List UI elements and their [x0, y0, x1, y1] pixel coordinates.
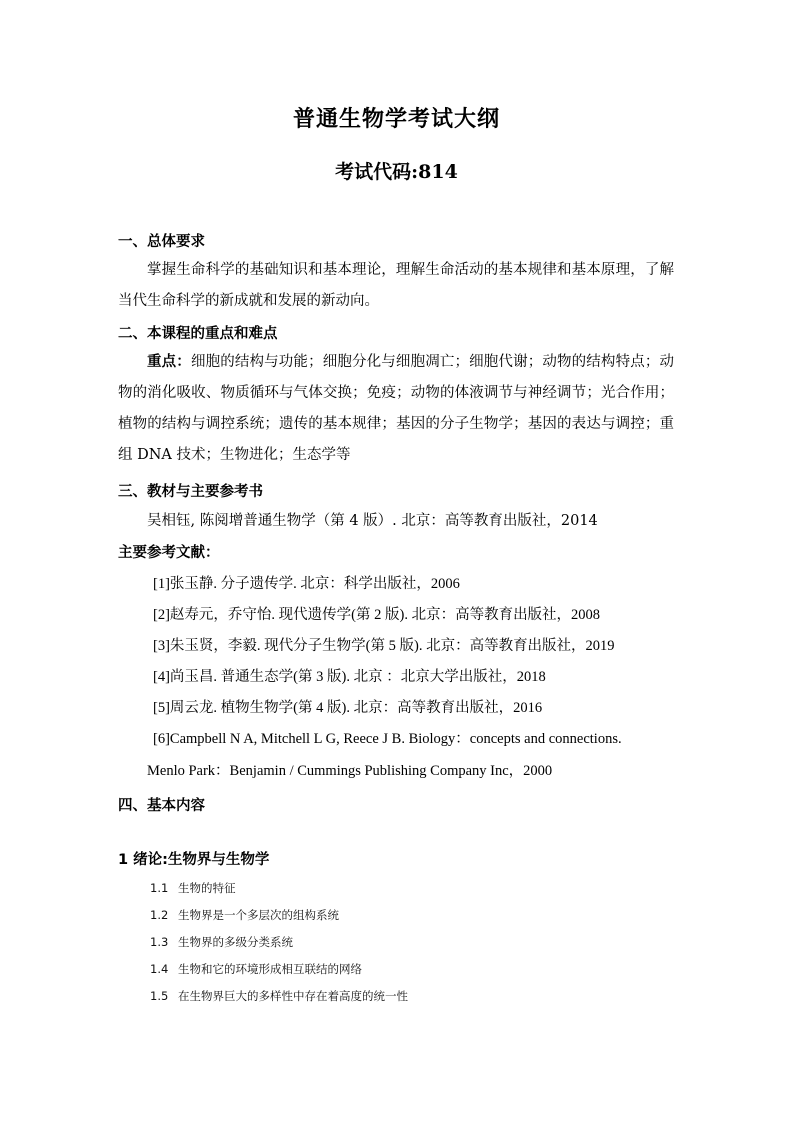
reference-item: [4]尚玉昌. 普通生态学(第 3 版). 北京 ：北京大学出版社，2018: [153, 669, 546, 685]
general-requirements-text: 掌握生命科学的基础知识和基本理论，理解生命活动的基本规律和基本原理，了解当代生命科学的新成就和发展的新动向。: [118, 262, 674, 309]
section-heading-general-requirements: 一、总体要求: [118, 234, 205, 250]
key-points-paragraph: [118, 346, 674, 471]
reference-item: [1]张玉静. 分子遗传学. 北京：科学出版社，2006: [153, 576, 460, 592]
subsection-item: 1.5 在生物界巨大的多样性中存在着高度的统一性: [150, 989, 408, 1003]
subsection-item: 1.3 生物界的多级分类系统: [150, 935, 293, 949]
section-heading-textbooks: 三、教材与主要参考书: [118, 484, 263, 500]
reference-item: [6]Campbell N A, Mitchell L G, Reece J B. Biology：concepts and connections.: [153, 731, 622, 747]
key-points-text: 细胞的结构与功能；细胞分化与细胞凋亡；细胞代谢；动物的结构特点；动物的消化吸收、物质循环与气体交换；免疫；动物的体液调节与神经调节；光合作用；植物的结构与调控系统；遗传的基本规律；基因的分子生物学；基因的表达与调控；重组 DNA 技术；生物进化；生态学等: [118, 354, 675, 463]
reference-item: [2]赵寿元，乔守怡. 现代遗传学(第 2 版). 北京：高等教育出版社，2008: [153, 607, 601, 623]
reference-item: [3]朱玉贤，李毅. 现代分子生物学(第 5 版). 北京：高等教育出版社，2019: [153, 638, 615, 654]
references-heading: 主要参考文献：: [118, 545, 220, 561]
subsection-item: 1.1 生物的特征: [150, 881, 236, 895]
key-points-label: 重点：: [147, 353, 191, 370]
subsection-item: 1.2 生物界是一个多层次的组构系统: [150, 908, 339, 922]
reference-item: [5]周云龙. 植物生物学(第 4 版). 北京：高等教育出版社，2016: [153, 700, 543, 716]
subsection-item: 1.4 生物和它的环境形成相互联结的网络: [150, 962, 362, 976]
section-heading-key-points: 二、本课程的重点和难点: [118, 326, 278, 342]
document-title: 普通生物学考试大纲: [292, 107, 500, 132]
exam-code: 考试代码:814: [335, 161, 458, 183]
chapter-title: 1 绪论:生物界与生物学: [118, 852, 270, 868]
section-heading-basic-content: 四、基本内容: [118, 798, 205, 814]
main-textbook: 吴相钰, 陈阅增普通生物学（第 4 版）. 北京：高等教育出版社，2014: [147, 513, 598, 529]
reference-item-continuation: Menlo Park：Benjamin / Cummings Publishing Company Inc，2000: [147, 763, 553, 779]
